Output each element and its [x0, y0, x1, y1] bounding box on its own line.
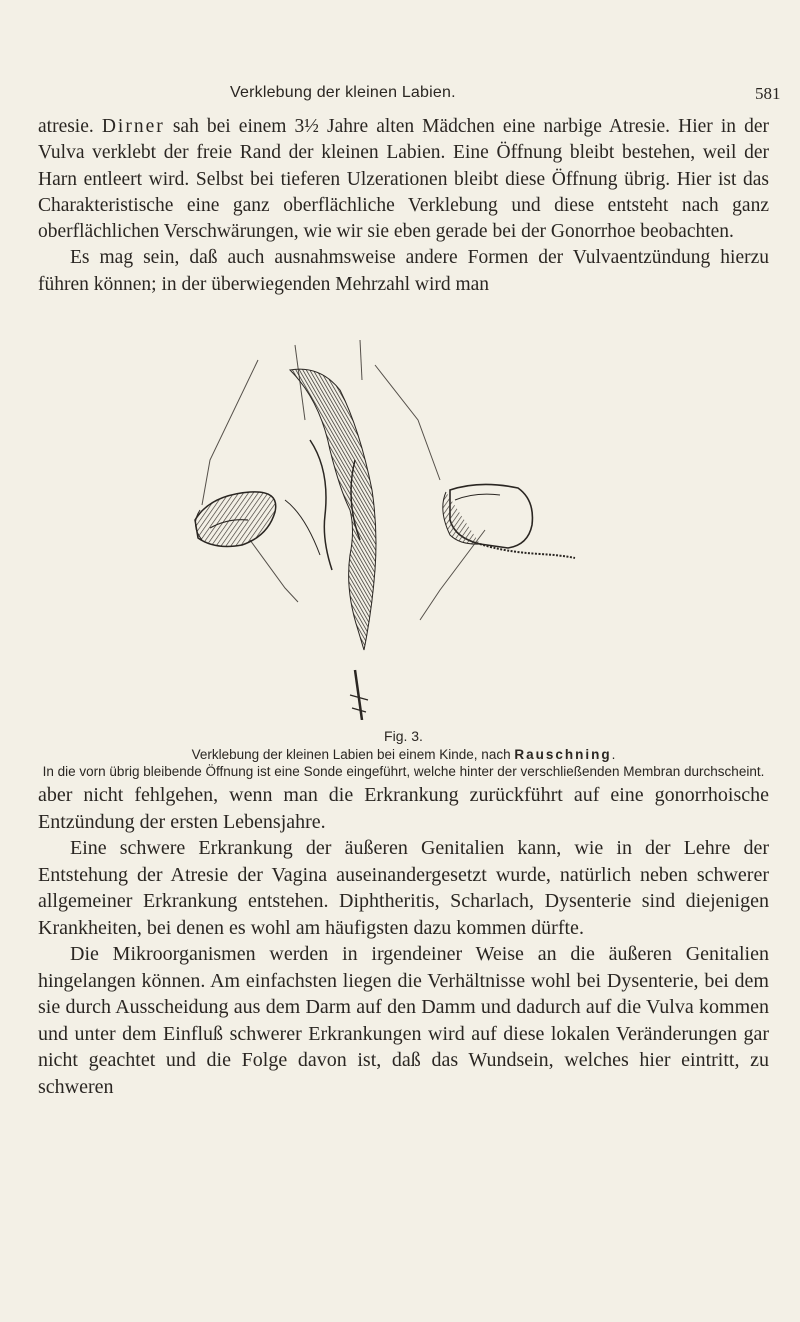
paragraph: aber nicht fehlgehen, wenn man die Erkrankung zurückführt auf eine gonorrhoische Entzündung der ersten Lebensjahre. [38, 784, 769, 833]
paragraph [38, 114, 769, 245]
text-run: sah bei einem 3½ Jahre alten Mädchen eine narbige Atresie. Hier in der Vulva verklebt der freie Rand der kleinen Labien. Eine Öffnung bleibt bestehen, weil der Harn entleert wird. Selbst bei tieferen Ulzerationen bleibt diese Öffnung übrig. Hier ist das Charakteristische eine ganz oberflächliche Verklebung und diese entsteht nach ganz oberflächlichen Verschwärungen, wie wir sie eben gerade bei der Gonorrhoe beobachten. [38, 116, 769, 243]
paragraph: Es mag sein, daß auch ausnahmsweise andere Formen der Vulvaentzündung hierzu führen können; in der überwiegenden Mehrzahl wird man [38, 247, 769, 295]
body-text-top [38, 114, 769, 298]
paragraph: Eine schwere Erkrankung der äußeren Genitalien kann, wie in der Lehre der Entstehung der Atresie der Vagina auseinandergesetzt wurde, natürlich neben schwerer allgemeiner Erkrankung entstehen. Diphtheritis, Scharlach, Dysenterie sind diejenigen Krankheiten, bei denen es wohl am häufigsten dazu kommen dürfte. [38, 837, 769, 939]
caption-text: . [611, 747, 616, 762]
text-run: atresie. [38, 116, 102, 137]
figure-label: Fig. 3. [384, 728, 423, 744]
running-head [0, 82, 800, 106]
caption-text: Verklebung der kleinen Labien bei einem Kinde, nach [191, 747, 515, 762]
right-labium [443, 484, 575, 558]
author-name: Dirner [101, 116, 165, 137]
caption-text: In die vorn übrig bleibende Öffnung ist eine Sonde eingeführt, welche hinter der verschließenden Membran durchscheint. [42, 764, 765, 779]
anatomical-illustration [150, 340, 620, 720]
left-labium [195, 492, 276, 547]
central-membrane [285, 369, 376, 650]
figure-caption [38, 728, 769, 780]
paragraph: Die Mikroorganismen werden in irgendeiner Weise an die äußeren Genitalien hingelangen können. Am einfachsten liegen die Verhältnisse wohl bei Dysenterie, bei dem sie durch Ausscheidung aus dem Darm auf den Damm und dadurch auf die Vulva kommen und unter dem Einfluß schwerer Erkrankungen wird auf diese lokalen Veränderungen gar nicht geachtet und die Folge davon ist, daß das Wundsein, welches hier eintritt, zu schweren [38, 943, 769, 1098]
page-number: 581 [755, 84, 781, 103]
caption-author: Rauschning [514, 747, 612, 762]
body-text-bottom [38, 782, 769, 1100]
probe-lower [350, 670, 368, 720]
running-title: Verklebung der kleinen Labien. [230, 84, 456, 101]
